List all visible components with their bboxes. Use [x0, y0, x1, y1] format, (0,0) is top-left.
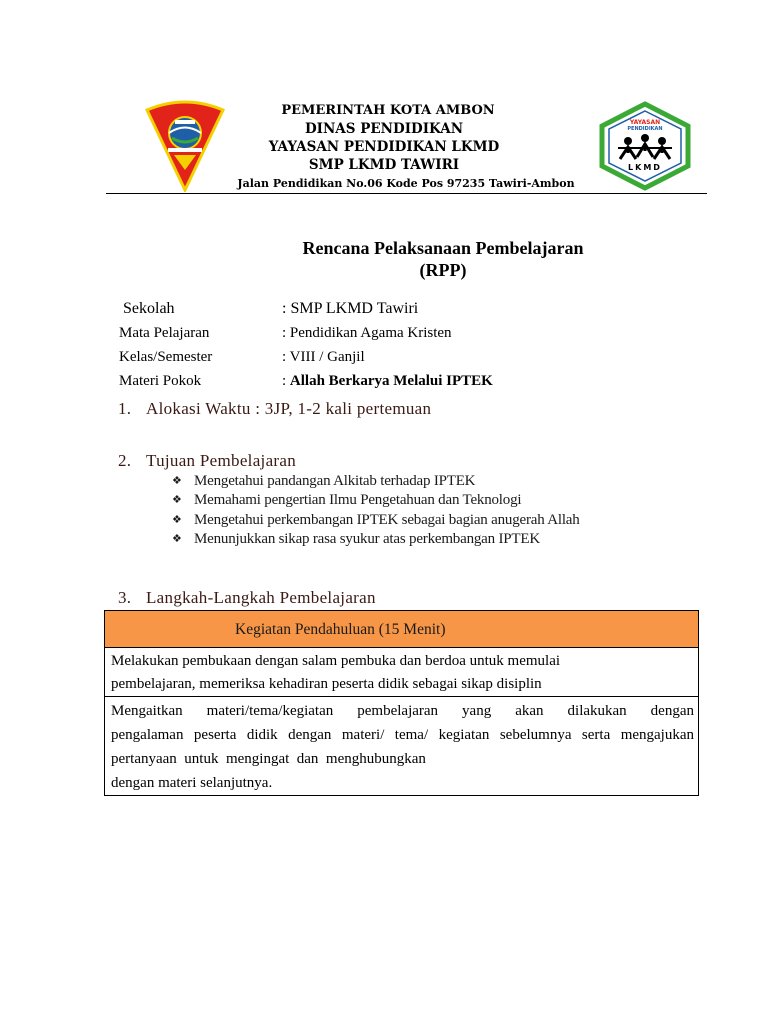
table-row-text: pembelajaran, memeriksa kehadiran peserta didik sebagai sikap disiplin [111, 676, 542, 692]
lkmd-logo-text-bottom: LKMD [628, 163, 662, 172]
info-label: Materi Pokok [119, 373, 202, 389]
header-school: SMP LKMD TAWIRI [308, 157, 460, 173]
objective-text: Menunjukkan sikap rasa syukur atas perkembangan IPTEK [194, 531, 540, 547]
lkmd-logo-text-top: YAYASAN [629, 119, 661, 126]
table-header: Kegiatan Pendahuluan (15 Menit) [105, 611, 698, 648]
document-title: Rencana Pelaksanaan Pembelajaran [302, 238, 584, 258]
table-row-text: pengalaman peserta didik dengan materi/ tema/ kegiatan sebelumnya serta mengajukan [111, 727, 694, 743]
objective-item [172, 531, 540, 548]
header-address: Jalan Pendidikan No.06 Kode Pos 97235 Tawiri-Ambon [237, 177, 575, 190]
info-row-school [119, 300, 679, 322]
table-row-text: Mengaitkan materi/tema/kegiatan pembelajaran yang akan dilakukan dengan [111, 703, 694, 719]
section-number: 1. [118, 399, 132, 418]
objective-item [172, 512, 580, 529]
objective-item [172, 473, 475, 490]
section-number: 3. [118, 588, 132, 607]
section-text: Alokasi Waktu : 3JP, 1-2 kali pertemuan [146, 399, 432, 418]
objective-text: Mengetahui pandangan Alkitab terhadap IPTEK [194, 473, 476, 489]
activity-table [104, 610, 699, 796]
info-value: : SMP LKMD Tawiri [282, 300, 419, 317]
diamond-bullet-icon: ❖ [172, 533, 182, 545]
header-foundation: YAYASAN PENDIDIKAN LKMD [268, 139, 500, 155]
diamond-bullet-icon: ❖ [172, 494, 182, 506]
info-row-subject [119, 325, 679, 347]
header-agency: DINAS PENDIDIKAN [304, 121, 464, 137]
section-learning-steps [118, 588, 376, 608]
info-value: Allah Berkarya Melalui IPTEK [289, 373, 493, 389]
info-value-prefix: : [282, 373, 290, 389]
table-row-text: Melakukan pembukaan dengan salam pembuka dan berdoa untuk memulai [111, 653, 561, 669]
objective-item [172, 492, 521, 509]
info-value: : VIII / Ganjil [282, 349, 365, 365]
document-subtitle: (RPP) [419, 260, 467, 280]
objective-text: Memahami pengertian Ilmu Pengetahuan dan Teknologi [194, 492, 522, 508]
info-label: Mata Pelajaran [119, 325, 210, 341]
header-divider [106, 193, 707, 194]
objective-text: Mengetahui perkembangan IPTEK sebagai bagian anugerah Allah [194, 512, 580, 528]
table-row [105, 697, 698, 795]
section-time-allocation [118, 399, 431, 419]
info-row-topic [119, 373, 679, 395]
info-row-class [119, 349, 679, 371]
section-number: 2. [118, 451, 132, 470]
section-text: Tujuan Pembelajaran [146, 451, 297, 470]
diamond-bullet-icon: ❖ [172, 475, 182, 487]
info-label: Kelas/Semester [119, 349, 213, 365]
info-label: Sekolah [123, 300, 175, 317]
table-row [105, 648, 698, 697]
info-value: : Pendidikan Agama Kristen [282, 325, 452, 341]
diamond-bullet-icon: ❖ [172, 514, 182, 526]
table-row-text: dengan materi selanjutnya. [111, 775, 273, 791]
lkmd-logo-text-sub: PENDIDIKAN [627, 126, 663, 132]
lkmd-logo [598, 101, 692, 191]
header-government: PEMERINTAH KOTA AMBON [281, 103, 495, 118]
section-text: Langkah-Langkah Pembelajaran [146, 588, 376, 607]
section-objectives [118, 451, 296, 471]
table-row-text: pertanyaan untuk mengingat dan menghubungkan [111, 751, 426, 767]
